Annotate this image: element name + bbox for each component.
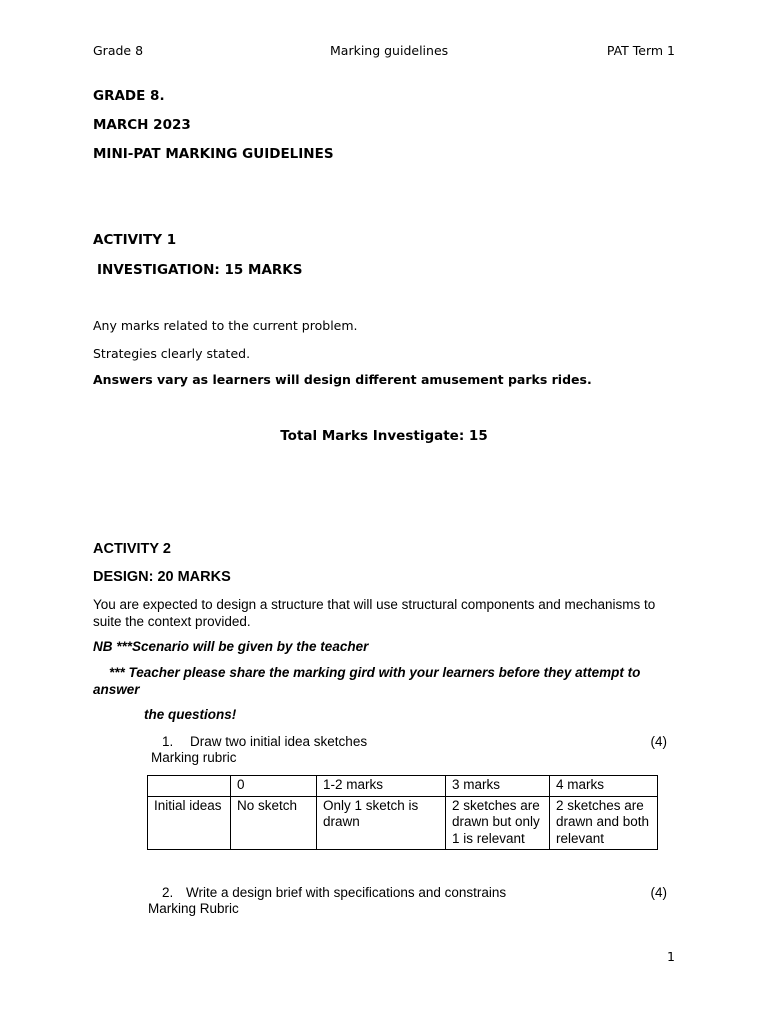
activity2-subheading: DESIGN: 20 MARKS bbox=[93, 569, 231, 585]
rubric-header-cell: 1-2 marks bbox=[317, 776, 446, 797]
rubric-cell: 2 sketches are drawn and both relevant bbox=[550, 796, 658, 850]
q1-marks: (4) bbox=[650, 734, 667, 749]
page-number: 1 bbox=[667, 949, 675, 964]
activity1-subheading: INVESTIGATION: 15 MARKS bbox=[97, 262, 303, 278]
activity1-heading: ACTIVITY 1 bbox=[93, 232, 177, 248]
q1-number: 1. bbox=[162, 734, 174, 749]
header-center: Marking guidelines bbox=[330, 43, 449, 58]
activity1-total: Total Marks Investigate: 15 bbox=[280, 428, 488, 444]
activity2-nb: NB ***Scenario will be given by the teacher bbox=[93, 639, 369, 654]
title-date: MARCH 2023 bbox=[93, 117, 191, 133]
header-right: PAT Term 1 bbox=[606, 43, 675, 58]
header-left: Grade 8 bbox=[93, 43, 144, 58]
activity1-line3: Answers vary as learners will design different amusement parks rides. bbox=[93, 372, 592, 387]
activity1-line2: Strategies clearly stated. bbox=[93, 346, 251, 361]
activity1-line1: Any marks related to the current problem. bbox=[93, 318, 358, 333]
rubric-header-row bbox=[148, 776, 658, 797]
rubric-cell: Initial ideas bbox=[148, 796, 231, 850]
rubric-cell: No sketch bbox=[231, 796, 317, 850]
q2-text: Write a design brief with specifications and constrains bbox=[186, 885, 507, 900]
rubric-header-cell: 3 marks bbox=[446, 776, 550, 797]
activity2-heading: ACTIVITY 2 bbox=[93, 541, 171, 557]
rubric-cell: 2 sketches are drawn but only 1 is relevant bbox=[446, 796, 550, 850]
title-grade: GRADE 8. bbox=[93, 88, 165, 104]
rubric-cell: Only 1 sketch is drawn bbox=[317, 796, 446, 850]
rubric-header-cell bbox=[148, 776, 231, 797]
activity2-questions-note: the questions! bbox=[144, 707, 237, 722]
rubric-header-cell: 0 bbox=[231, 776, 317, 797]
q1-text: Draw two initial idea sketches bbox=[190, 734, 368, 749]
title-main: MINI-PAT MARKING GUIDELINES bbox=[93, 146, 334, 162]
rubric-table bbox=[147, 775, 658, 850]
activity2-intro: You are expected to design a structure that will use structural components and mechanisms to suite the context provided. bbox=[93, 597, 656, 629]
q2-number: 2. bbox=[162, 885, 174, 900]
q2-marks: (4) bbox=[650, 885, 667, 900]
activity2-teacher-note: *** Teacher please share the marking gird with your learners before they attempt to answer bbox=[93, 665, 641, 697]
rubric2-label: Marking Rubric bbox=[148, 901, 239, 916]
rubric-header-cell: 4 marks bbox=[550, 776, 658, 797]
rubric1-label: Marking rubric bbox=[151, 750, 237, 765]
table-row bbox=[148, 796, 658, 850]
